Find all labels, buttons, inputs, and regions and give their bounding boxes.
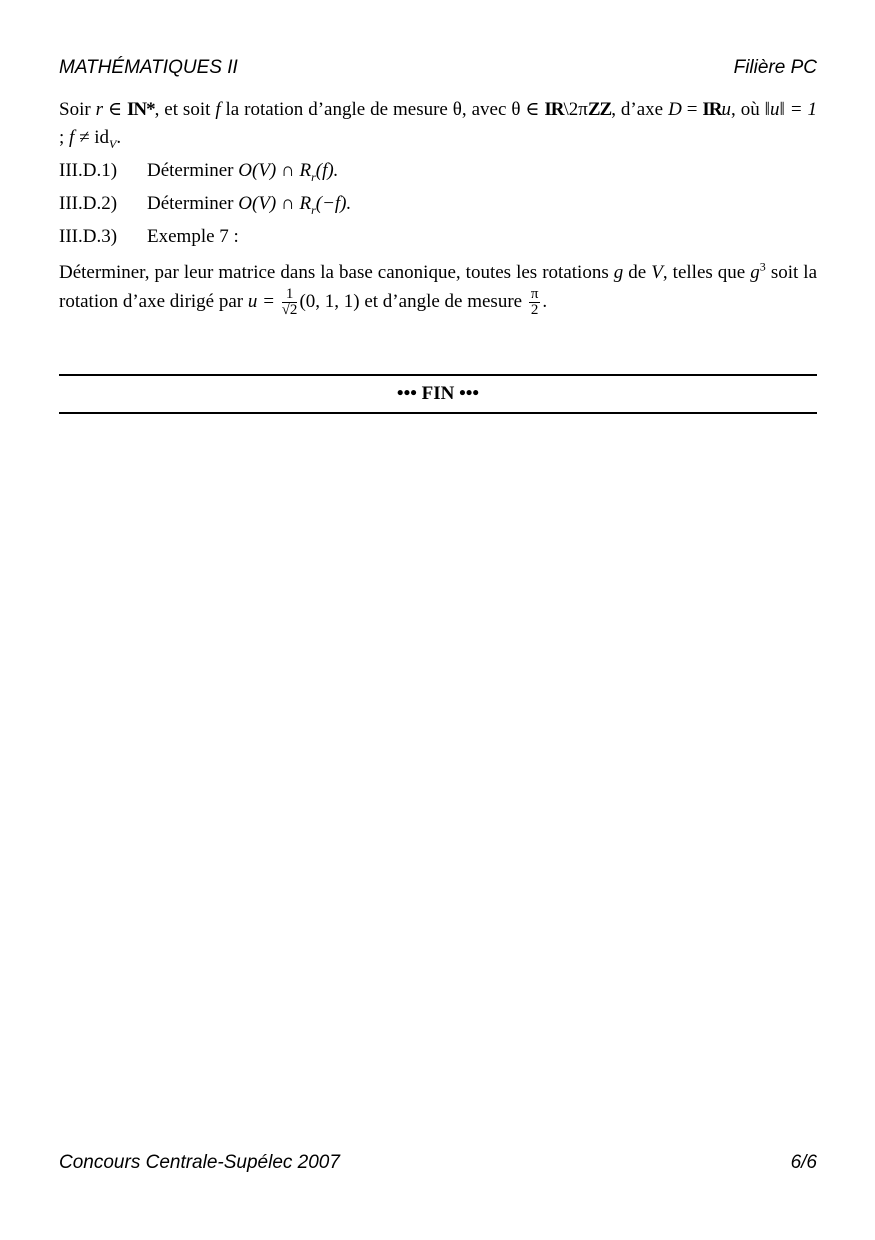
fin-text: ••• FIN ••• xyxy=(396,383,480,404)
math-id-sub: V xyxy=(109,136,117,151)
example-text: Déterminer, par leur matrice dans la base canonique, toutes les rotations xyxy=(59,262,614,283)
math-V: V xyxy=(651,262,663,283)
intro-text: , et soit xyxy=(154,99,216,120)
header-track: Filière PC xyxy=(733,57,817,78)
fraction-one-over-sqrt2 xyxy=(282,287,298,318)
math-sub: r xyxy=(311,169,316,184)
question-number: III.D.2) xyxy=(59,193,118,214)
page-footer xyxy=(59,1152,817,1174)
math-expr: O(V) ∩ R xyxy=(238,193,312,214)
intro-text: , où xyxy=(731,99,765,120)
math-u: u xyxy=(721,99,732,120)
intro-text: , d’axe xyxy=(611,99,664,120)
intro-paragraph xyxy=(59,96,817,152)
question-text: Exemple 7 : xyxy=(147,226,239,247)
fraction-numerator: π xyxy=(530,286,539,302)
fraction-pi-over-2 xyxy=(529,287,541,318)
fraction-denominator: √2 xyxy=(281,302,298,318)
footer-contest: Concours Centrale-Supélec 2007 xyxy=(59,1152,340,1173)
math-g: g xyxy=(613,262,624,283)
question-text: Déterminer xyxy=(147,193,239,214)
math-reals: IR xyxy=(702,99,722,120)
fraction-numerator: 1 xyxy=(282,287,298,303)
question-1 xyxy=(59,157,817,185)
question-text: Déterminer xyxy=(147,160,239,181)
math-D: D xyxy=(668,99,682,120)
math-r-in: r ∈ xyxy=(95,99,127,120)
math-f: f xyxy=(215,99,221,120)
example-text: . xyxy=(542,290,548,312)
math-exponent: 3 xyxy=(759,259,766,274)
math-f-neq: f ≠ xyxy=(69,127,95,148)
math-theta: θ xyxy=(452,99,462,120)
math-norm: ‖u‖ = 1 xyxy=(764,99,818,120)
intro-text: , avec xyxy=(461,99,512,120)
math-integers: ZZ xyxy=(587,99,612,120)
math-g: g xyxy=(750,262,760,283)
math-sub: r xyxy=(311,202,316,217)
example-paragraph xyxy=(59,259,817,318)
fraction-denominator: 2 xyxy=(530,302,539,318)
example-text: et d’angle de mesure xyxy=(359,290,527,312)
math-nstar: IN* xyxy=(126,99,155,120)
question-number: III.D.3) xyxy=(59,226,118,247)
example-text: soit la rotation d’axe dirigé par xyxy=(59,262,818,312)
math-id: id xyxy=(94,127,110,148)
math-theta-in: θ ∈ xyxy=(511,99,545,120)
page-content xyxy=(59,96,817,318)
question-2 xyxy=(59,190,817,218)
math-expr: O(V) ∩ R xyxy=(238,160,312,181)
intro-text: ; xyxy=(59,127,70,148)
example-text: , telles que xyxy=(662,262,751,283)
math-reals: IR xyxy=(544,99,564,120)
intro-text: Soir xyxy=(59,99,91,120)
math-2pi: \2π xyxy=(563,99,588,120)
footer-page-number: 6/6 xyxy=(790,1152,817,1173)
page-header xyxy=(59,57,817,79)
intro-text: la rotation d’angle de mesure xyxy=(220,99,453,120)
math-u-eq: u = xyxy=(247,290,280,312)
question-3 xyxy=(59,223,817,251)
fin-banner xyxy=(59,374,817,414)
question-number: III.D.1) xyxy=(59,160,118,181)
header-subject: MATHÉMATIQUES II xyxy=(59,57,238,78)
math-vector: (0, 1, 1) xyxy=(299,290,360,312)
example-text: de xyxy=(623,262,647,283)
math-expr-tail: (−f). xyxy=(315,193,352,214)
math-expr-tail: (f). xyxy=(315,160,339,181)
intro-text: . xyxy=(116,127,122,148)
math-equals: = xyxy=(681,99,703,120)
